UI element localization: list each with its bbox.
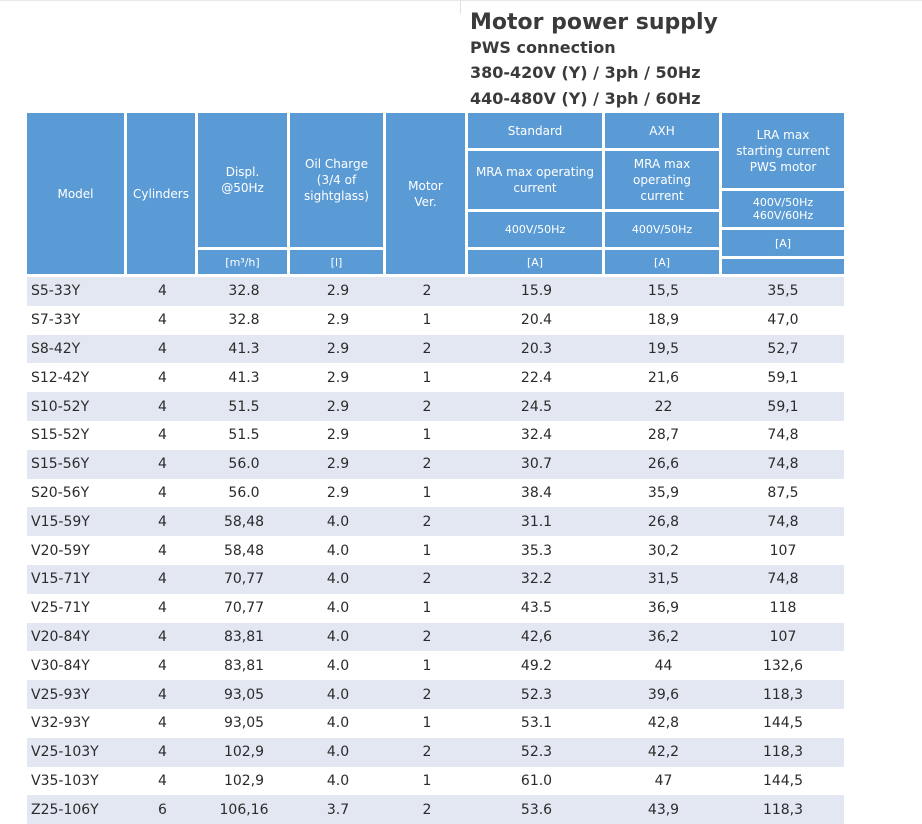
cell-displacement: 32.8 bbox=[228, 312, 260, 329]
cell-lra: 47,0 bbox=[767, 312, 799, 329]
header-motor-version: Motor Ver. bbox=[386, 113, 465, 274]
cell-model: V35-103Y bbox=[31, 772, 99, 789]
cell-model: V25-93Y bbox=[31, 686, 90, 703]
cell-cylinders: 4 bbox=[158, 312, 167, 329]
cell-mra-standard: 49.2 bbox=[520, 657, 553, 674]
cell-cylinders: 4 bbox=[158, 600, 167, 617]
top-rule bbox=[0, 0, 922, 1]
cell-motor-version: 2 bbox=[422, 398, 432, 415]
cell-motor-version: 1 bbox=[422, 715, 432, 732]
header-unit-oil: [l] bbox=[290, 250, 383, 274]
cell-mra-standard: 31.1 bbox=[520, 513, 553, 530]
header-lra: LRA max starting current PWS motor bbox=[722, 113, 844, 188]
cell-mra-axh: 21,6 bbox=[647, 369, 680, 386]
cell-displacement: 56.0 bbox=[228, 456, 260, 473]
cell-displacement: 102,9 bbox=[223, 744, 265, 761]
cell-motor-version: 2 bbox=[422, 801, 432, 818]
cell-mra-axh: 36,9 bbox=[647, 600, 680, 617]
cell-oil-charge: 4.0 bbox=[326, 772, 350, 789]
table-row bbox=[27, 767, 844, 796]
cell-oil-charge: 4.0 bbox=[326, 600, 350, 617]
cell-lra: 35,5 bbox=[767, 283, 799, 300]
cell-model: V20-59Y bbox=[31, 542, 90, 559]
cell-mra-standard: 20.3 bbox=[520, 340, 553, 357]
cell-oil-charge: 2.9 bbox=[326, 456, 350, 473]
cell-displacement: 58,48 bbox=[223, 513, 265, 530]
cell-mra-standard: 15.9 bbox=[520, 283, 553, 300]
cell-lra: 74,8 bbox=[767, 427, 799, 444]
cell-displacement: 83,81 bbox=[223, 657, 265, 674]
cell-displacement: 70,77 bbox=[223, 571, 265, 588]
table-row bbox=[27, 594, 844, 623]
header-voltage-axh: 400V/50Hz bbox=[605, 212, 719, 247]
cell-motor-version: 1 bbox=[422, 427, 432, 444]
table-row bbox=[27, 421, 844, 450]
table-row bbox=[27, 306, 844, 335]
cell-mra-axh: 42,2 bbox=[647, 744, 680, 761]
cell-mra-standard: 53.1 bbox=[520, 715, 553, 732]
header-mra-axh: MRA max operating current bbox=[605, 151, 719, 209]
cell-lra: 87,5 bbox=[767, 484, 799, 501]
cell-oil-charge: 2.9 bbox=[326, 312, 350, 329]
cell-model: S12-42Y bbox=[31, 369, 90, 386]
cell-model: V25-71Y bbox=[31, 600, 90, 617]
cell-mra-standard: 52.3 bbox=[520, 744, 553, 761]
cell-model: S15-52Y bbox=[31, 427, 90, 444]
cell-model: V32-93Y bbox=[31, 715, 90, 732]
header-spacer bbox=[722, 259, 844, 274]
cell-model: S8-42Y bbox=[31, 340, 81, 357]
cell-mra-standard: 61.0 bbox=[520, 772, 553, 789]
cell-motor-version: 2 bbox=[422, 744, 432, 761]
cell-motor-version: 1 bbox=[422, 600, 432, 617]
cell-mra-axh: 15,5 bbox=[647, 283, 680, 300]
cell-cylinders: 4 bbox=[158, 369, 167, 386]
cell-motor-version: 2 bbox=[422, 686, 432, 703]
cell-oil-charge: 3.7 bbox=[326, 801, 350, 818]
motor-power-heading bbox=[470, 8, 910, 112]
cell-mra-axh: 30,2 bbox=[647, 542, 680, 559]
cell-mra-standard: 32.2 bbox=[520, 571, 553, 588]
cell-model: V20-84Y bbox=[31, 628, 90, 645]
cell-motor-version: 1 bbox=[422, 312, 432, 329]
cell-motor-version: 2 bbox=[422, 571, 432, 588]
cell-displacement: 32.8 bbox=[228, 283, 260, 300]
cell-cylinders: 4 bbox=[158, 686, 167, 703]
table-row bbox=[27, 363, 844, 392]
cell-oil-charge: 2.9 bbox=[326, 283, 350, 300]
cell-cylinders: 4 bbox=[158, 340, 167, 357]
cell-cylinders: 4 bbox=[158, 484, 167, 501]
cell-mra-standard: 43.5 bbox=[520, 600, 553, 617]
cell-oil-charge: 4.0 bbox=[326, 715, 350, 732]
cell-cylinders: 4 bbox=[158, 427, 167, 444]
cell-motor-version: 1 bbox=[422, 772, 432, 789]
cell-displacement: 56.0 bbox=[228, 484, 260, 501]
cell-oil-charge: 2.9 bbox=[326, 340, 350, 357]
cell-displacement: 93,05 bbox=[223, 715, 265, 732]
cell-mra-axh: 47 bbox=[654, 772, 673, 789]
cell-oil-charge: 4.0 bbox=[326, 744, 350, 761]
cell-mra-axh: 39,6 bbox=[647, 686, 680, 703]
cell-mra-standard: 42,6 bbox=[520, 628, 553, 645]
cell-oil-charge: 2.9 bbox=[326, 369, 350, 386]
cell-lra: 132,6 bbox=[762, 657, 804, 674]
cell-motor-version: 2 bbox=[422, 283, 432, 300]
cell-lra: 59,1 bbox=[767, 369, 799, 386]
cell-oil-charge: 4.0 bbox=[326, 571, 350, 588]
cell-mra-axh: 44 bbox=[654, 657, 673, 674]
header-displacement: Displ. @50Hz bbox=[198, 113, 287, 247]
header-unit-standard: [A] bbox=[468, 250, 602, 274]
cell-cylinders: 4 bbox=[158, 628, 167, 645]
cell-mra-axh: 35,9 bbox=[647, 484, 680, 501]
cell-motor-version: 2 bbox=[422, 456, 432, 473]
cell-cylinders: 4 bbox=[158, 398, 167, 415]
table-row bbox=[27, 450, 844, 479]
cell-oil-charge: 4.0 bbox=[326, 686, 350, 703]
cell-displacement: 58,48 bbox=[223, 542, 265, 559]
cell-mra-standard: 32.4 bbox=[520, 427, 553, 444]
cell-displacement: 70,77 bbox=[223, 600, 265, 617]
cell-lra: 74,8 bbox=[767, 513, 799, 530]
cell-lra: 118,3 bbox=[762, 686, 804, 703]
table-row bbox=[27, 623, 844, 652]
cell-cylinders: 4 bbox=[158, 513, 167, 530]
cell-oil-charge: 2.9 bbox=[326, 427, 350, 444]
table-row bbox=[27, 479, 844, 508]
table-row bbox=[27, 507, 844, 536]
header-mra-standard: MRA max operating current bbox=[468, 151, 602, 209]
cell-mra-standard: 52.3 bbox=[520, 686, 553, 703]
cell-displacement: 51.5 bbox=[228, 427, 260, 444]
cell-lra: 118,3 bbox=[762, 744, 804, 761]
cell-mra-axh: 43,9 bbox=[647, 801, 680, 818]
header-cylinders: Cylinders bbox=[127, 113, 195, 274]
cell-cylinders: 4 bbox=[158, 542, 167, 559]
cell-motor-version: 1 bbox=[422, 542, 432, 559]
cell-mra-axh: 26,8 bbox=[647, 513, 680, 530]
cell-model: V15-59Y bbox=[31, 513, 90, 530]
cell-displacement: 93,05 bbox=[223, 686, 265, 703]
cell-model: S20-56Y bbox=[31, 484, 90, 501]
cell-displacement: 102,9 bbox=[223, 772, 265, 789]
table-row bbox=[27, 709, 844, 738]
cell-lra: 74,8 bbox=[767, 571, 799, 588]
cell-model: S5-33Y bbox=[31, 283, 81, 300]
cell-lra: 144,5 bbox=[762, 715, 804, 732]
table-row bbox=[27, 565, 844, 594]
cell-motor-version: 2 bbox=[422, 513, 432, 530]
table-row bbox=[27, 738, 844, 767]
header-model: Model bbox=[27, 113, 124, 274]
cell-cylinders: 4 bbox=[158, 744, 167, 761]
header-standard: Standard bbox=[468, 113, 602, 148]
cell-mra-standard: 20.4 bbox=[520, 312, 553, 329]
cell-displacement: 106,16 bbox=[219, 801, 269, 818]
header-lra-voltage: 400V/50Hz 460V/60Hz bbox=[722, 191, 844, 227]
cell-cylinders: 4 bbox=[158, 571, 167, 588]
cell-motor-version: 1 bbox=[422, 484, 432, 501]
cell-mra-standard: 53.6 bbox=[520, 801, 553, 818]
cell-model: S10-52Y bbox=[31, 398, 90, 415]
cell-mra-standard: 30.7 bbox=[520, 456, 553, 473]
cell-mra-axh: 22 bbox=[654, 398, 673, 415]
table-row bbox=[27, 795, 844, 824]
cell-lra: 107 bbox=[769, 542, 797, 559]
cell-model: Z25-106Y bbox=[31, 801, 99, 818]
header-unit-lra: [A] bbox=[722, 230, 844, 256]
table-row bbox=[27, 392, 844, 421]
cell-model: S15-56Y bbox=[31, 456, 90, 473]
cell-lra: 107 bbox=[769, 628, 797, 645]
cell-cylinders: 4 bbox=[158, 283, 167, 300]
cell-lra: 144,5 bbox=[762, 772, 804, 789]
cell-mra-axh: 18,9 bbox=[647, 312, 680, 329]
header-oil-charge: Oil Charge (3/4 of sightglass) bbox=[290, 113, 383, 247]
table-body bbox=[27, 277, 844, 824]
cell-model: V30-84Y bbox=[31, 657, 90, 674]
header-unit-axh: [A] bbox=[605, 250, 719, 274]
cell-motor-version: 2 bbox=[422, 628, 432, 645]
cell-oil-charge: 4.0 bbox=[326, 657, 350, 674]
table-row bbox=[27, 680, 844, 709]
cell-oil-charge: 2.9 bbox=[326, 398, 350, 415]
cell-lra: 59,1 bbox=[767, 398, 799, 415]
cell-displacement: 41.3 bbox=[228, 340, 260, 357]
table-row bbox=[27, 277, 844, 306]
cell-oil-charge: 4.0 bbox=[326, 628, 350, 645]
heading-voltage-60hz: 440-480V (Y) / 3ph / 60Hz bbox=[470, 89, 701, 108]
header-voltage-standard: 400V/50Hz bbox=[468, 212, 602, 247]
heading-subtitle: PWS connection bbox=[470, 38, 616, 57]
table-row bbox=[27, 536, 844, 565]
cell-displacement: 83,81 bbox=[223, 628, 265, 645]
cell-cylinders: 4 bbox=[158, 657, 167, 674]
cell-mra-standard: 22.4 bbox=[520, 369, 553, 386]
header-unit-displacement: [m³/h] bbox=[198, 250, 287, 274]
divider-line bbox=[460, 0, 461, 14]
cell-cylinders: 6 bbox=[158, 801, 167, 818]
cell-lra: 118,3 bbox=[762, 801, 804, 818]
cell-oil-charge: 4.0 bbox=[326, 513, 350, 530]
cell-model: V15-71Y bbox=[31, 571, 90, 588]
cell-mra-axh: 26,6 bbox=[647, 456, 680, 473]
cell-lra: 74,8 bbox=[767, 456, 799, 473]
table-row bbox=[27, 335, 844, 364]
cell-mra-standard: 38.4 bbox=[520, 484, 553, 501]
cell-lra: 118 bbox=[769, 600, 797, 617]
cell-mra-axh: 19,5 bbox=[647, 340, 680, 357]
cell-displacement: 51.5 bbox=[228, 398, 260, 415]
cell-displacement: 41.3 bbox=[228, 369, 260, 386]
header-axh: AXH bbox=[605, 113, 719, 148]
cell-motor-version: 1 bbox=[422, 657, 432, 674]
cell-mra-axh: 31,5 bbox=[647, 571, 680, 588]
cell-mra-standard: 35.3 bbox=[520, 542, 553, 559]
cell-model: V25-103Y bbox=[31, 744, 99, 761]
cell-motor-version: 1 bbox=[422, 369, 432, 386]
cell-cylinders: 4 bbox=[158, 772, 167, 789]
heading-title: Motor power supply bbox=[470, 10, 718, 35]
cell-motor-version: 2 bbox=[422, 340, 432, 357]
cell-lra: 52,7 bbox=[767, 340, 799, 357]
cell-mra-standard: 24.5 bbox=[520, 398, 553, 415]
table-row bbox=[27, 651, 844, 680]
cell-mra-axh: 36,2 bbox=[647, 628, 680, 645]
cell-oil-charge: 2.9 bbox=[326, 484, 350, 501]
cell-mra-axh: 28,7 bbox=[647, 427, 680, 444]
cell-cylinders: 4 bbox=[158, 715, 167, 732]
cell-model: S7-33Y bbox=[31, 312, 81, 329]
cell-oil-charge: 4.0 bbox=[326, 542, 350, 559]
heading-voltage-50hz: 380-420V (Y) / 3ph / 50Hz bbox=[470, 63, 701, 82]
cell-cylinders: 4 bbox=[158, 456, 167, 473]
cell-mra-axh: 42,8 bbox=[647, 715, 680, 732]
